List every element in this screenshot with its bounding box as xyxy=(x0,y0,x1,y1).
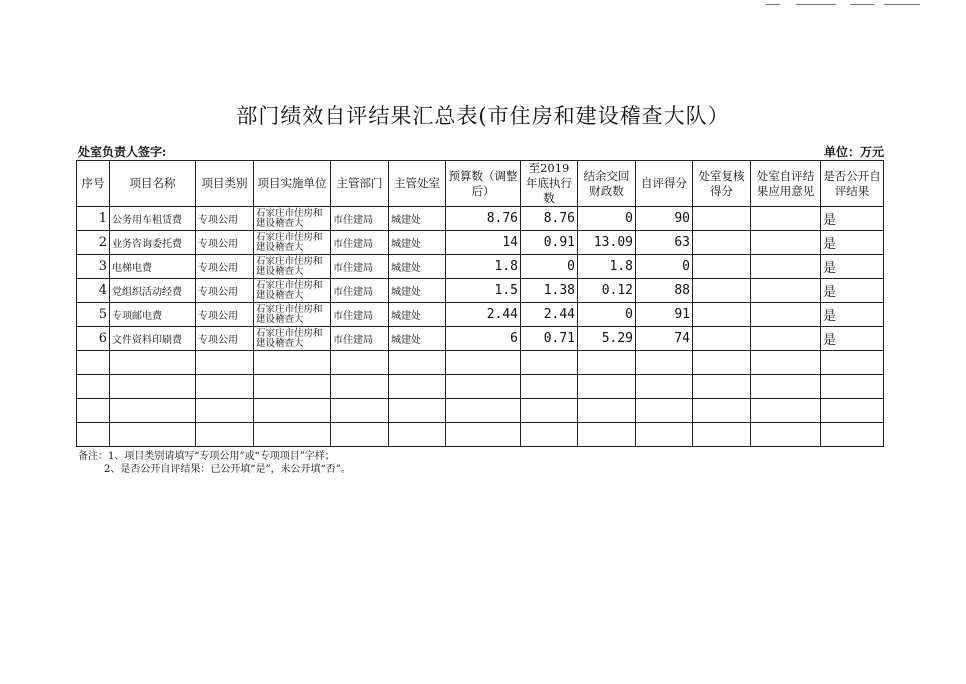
scan-artifact xyxy=(766,4,926,8)
supervising-office: 城建处 xyxy=(389,327,446,351)
self-score: 74 xyxy=(636,327,693,351)
notes xyxy=(78,450,351,476)
summary-table xyxy=(76,160,884,447)
header-cell: 项目实施单位 xyxy=(254,161,331,207)
public-status: 是 xyxy=(821,279,884,303)
empty-row xyxy=(77,399,884,423)
self-score: 91 xyxy=(636,303,693,327)
project-name: 党组织活动经费 xyxy=(110,279,196,303)
header-cell: 序号 xyxy=(77,161,110,207)
signer-label: 处室负责人签字: xyxy=(78,145,167,159)
project-category: 专项公用 xyxy=(196,255,254,279)
supervising-dept: 市住建局 xyxy=(331,303,389,327)
header-cell: 至2019年底执行数 xyxy=(521,161,578,207)
budget-value: 1.5 xyxy=(446,279,521,303)
executed-value: 0 xyxy=(521,255,578,279)
header-cell: 自评得分 xyxy=(636,161,693,207)
project-name: 电梯电费 xyxy=(110,255,196,279)
row-index: 6 xyxy=(77,327,110,351)
project-category: 专项公用 xyxy=(196,207,254,231)
application-opinion xyxy=(751,207,821,231)
returned-value: 1.8 xyxy=(578,255,636,279)
supervising-dept: 市住建局 xyxy=(331,255,389,279)
table-row xyxy=(77,279,884,303)
project-name: 业务咨询委托费 xyxy=(110,231,196,255)
review-score xyxy=(693,303,751,327)
header-cell: 主管部门 xyxy=(331,161,389,207)
supervising-office: 城建处 xyxy=(389,207,446,231)
executed-value: 0.71 xyxy=(521,327,578,351)
returned-value: 5.29 xyxy=(578,327,636,351)
project-category: 专项公用 xyxy=(196,279,254,303)
project-category: 专项公用 xyxy=(196,303,254,327)
supervising-dept: 市住建局 xyxy=(331,327,389,351)
application-opinion xyxy=(751,255,821,279)
implementing-unit: 石家庄市住房和建设稽查大 xyxy=(254,279,331,303)
header-cell: 处室自评结果应用意见 xyxy=(751,161,821,207)
returned-value: 0.12 xyxy=(578,279,636,303)
row-index: 3 xyxy=(77,255,110,279)
self-score: 63 xyxy=(636,231,693,255)
supervising-dept: 市住建局 xyxy=(331,207,389,231)
executed-value: 8.76 xyxy=(521,207,578,231)
returned-value: 0 xyxy=(578,303,636,327)
supervising-office: 城建处 xyxy=(389,303,446,327)
project-category: 专项公用 xyxy=(196,327,254,351)
budget-value: 14 xyxy=(446,231,521,255)
executed-value: 0.91 xyxy=(521,231,578,255)
supervising-office: 城建处 xyxy=(389,279,446,303)
project-name: 文件资料印刷费 xyxy=(110,327,196,351)
application-opinion xyxy=(751,231,821,255)
implementing-unit: 石家庄市住房和建设稽查大 xyxy=(254,231,331,255)
project-name: 公务用车租赁费 xyxy=(110,207,196,231)
review-score xyxy=(693,279,751,303)
executed-value: 1.38 xyxy=(521,279,578,303)
budget-value: 8.76 xyxy=(446,207,521,231)
review-score xyxy=(693,207,751,231)
header-cell: 主管处室 xyxy=(389,161,446,207)
empty-row xyxy=(77,351,884,375)
self-score: 0 xyxy=(636,255,693,279)
budget-value: 6 xyxy=(446,327,521,351)
supervising-dept: 市住建局 xyxy=(331,231,389,255)
implementing-unit: 石家庄市住房和建设稽查大 xyxy=(254,303,331,327)
note-line: 2、是否公开自评结果：已公开填“是”，未公开填“否”。 xyxy=(104,464,351,475)
returned-value: 0 xyxy=(578,207,636,231)
implementing-unit: 石家庄市住房和建设稽查大 xyxy=(254,327,331,351)
project-name: 专项邮电费 xyxy=(110,303,196,327)
project-category: 专项公用 xyxy=(196,231,254,255)
header-cell: 预算数（调整后） xyxy=(446,161,521,207)
row-index: 5 xyxy=(77,303,110,327)
public-status: 是 xyxy=(821,207,884,231)
supervising-dept: 市住建局 xyxy=(331,279,389,303)
budget-value: 1.8 xyxy=(446,255,521,279)
returned-value: 13.09 xyxy=(578,231,636,255)
table-row xyxy=(77,327,884,351)
implementing-unit: 石家庄市住房和建设稽查大 xyxy=(254,207,331,231)
supervising-office: 城建处 xyxy=(389,231,446,255)
header-cell: 处室复核得分 xyxy=(693,161,751,207)
supervising-office: 城建处 xyxy=(389,255,446,279)
self-score: 88 xyxy=(636,279,693,303)
table-row xyxy=(77,231,884,255)
review-score xyxy=(693,255,751,279)
review-score xyxy=(693,231,751,255)
empty-row xyxy=(77,375,884,399)
public-status: 是 xyxy=(821,327,884,351)
header-cell: 项目名称 xyxy=(110,161,196,207)
table-row xyxy=(77,255,884,279)
row-index: 4 xyxy=(77,279,110,303)
implementing-unit: 石家庄市住房和建设稽查大 xyxy=(254,255,331,279)
public-status: 是 xyxy=(821,231,884,255)
table-row xyxy=(77,207,884,231)
executed-value: 2.44 xyxy=(521,303,578,327)
public-status: 是 xyxy=(821,303,884,327)
unit-label: 单位：万元 xyxy=(823,145,884,159)
header-cell: 项目类别 xyxy=(196,161,254,207)
row-index: 2 xyxy=(77,231,110,255)
application-opinion xyxy=(751,279,821,303)
application-opinion xyxy=(751,303,821,327)
table-row xyxy=(77,303,884,327)
budget-value: 2.44 xyxy=(446,303,521,327)
review-score xyxy=(693,327,751,351)
header-cell: 是否公开自评结果 xyxy=(821,161,884,207)
note-line: 备注：1、项目类别请填写“专项公用”或“专项项目”字样； xyxy=(78,451,335,462)
header-cell: 结余交回财政数 xyxy=(578,161,636,207)
application-opinion xyxy=(751,327,821,351)
table-header-row xyxy=(77,161,884,207)
page-title: 部门绩效自评结果汇总表(市住房和建设稽查大队） xyxy=(236,104,730,128)
self-score: 90 xyxy=(636,207,693,231)
empty-row xyxy=(77,423,884,447)
public-status: 是 xyxy=(821,255,884,279)
row-index: 1 xyxy=(77,207,110,231)
